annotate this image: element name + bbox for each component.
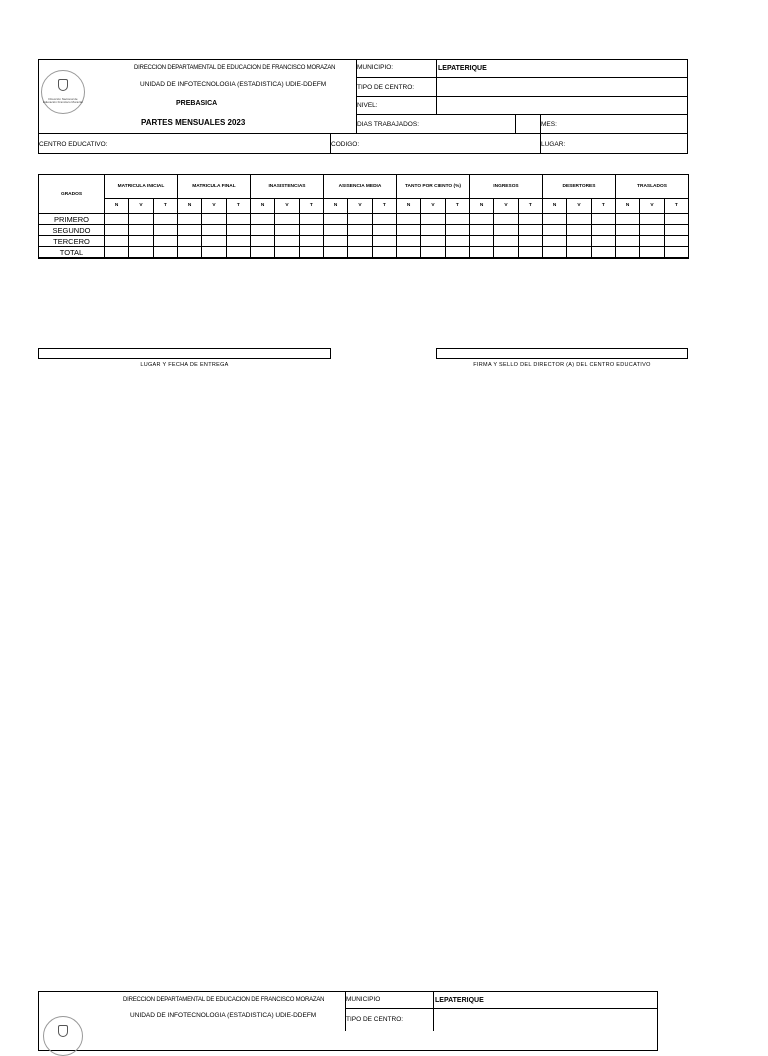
value-divider-2 <box>433 991 434 1031</box>
table-cell[interactable] <box>323 214 347 225</box>
grade-label: TERCERO <box>39 236 105 247</box>
table-cell[interactable] <box>640 225 664 236</box>
table-cell[interactable] <box>542 247 566 259</box>
table-cell[interactable] <box>202 225 226 236</box>
table-cell[interactable] <box>348 236 372 247</box>
sub-header: N <box>469 198 493 213</box>
table-cell[interactable] <box>542 214 566 225</box>
table-cell[interactable] <box>567 247 591 259</box>
table-cell[interactable] <box>348 214 372 225</box>
municipio-label: MUNICIPIO: <box>357 64 394 71</box>
table-cell[interactable] <box>105 247 129 259</box>
table-cell[interactable] <box>664 225 688 236</box>
stats-table <box>38 174 689 259</box>
grade-label: SEGUNDO <box>39 225 105 236</box>
tipo-centro2-label: TIPO DE CENTRO: <box>346 1016 404 1023</box>
group-header: TRASLADOS <box>615 175 688 199</box>
table-cell[interactable] <box>445 214 469 225</box>
table-cell[interactable] <box>105 225 129 236</box>
lugar-label: LUGAR: <box>541 141 566 148</box>
group-header: INGRESOS <box>469 175 542 199</box>
table-cell[interactable] <box>178 225 202 236</box>
field-line <box>356 114 688 115</box>
table-cell[interactable] <box>469 225 493 236</box>
table-cell[interactable] <box>664 247 688 259</box>
sub-header: N <box>396 198 420 213</box>
sub-header: V <box>202 198 226 213</box>
field-line <box>356 96 688 97</box>
table-cell[interactable] <box>275 247 299 259</box>
group-header: INASISTENCIAS <box>250 175 323 199</box>
sub-header: N <box>323 198 347 213</box>
table-header-row <box>39 175 689 199</box>
table-cell[interactable] <box>615 247 639 259</box>
field-line-2 <box>345 1008 658 1009</box>
table-cell[interactable] <box>494 247 518 259</box>
table-cell[interactable] <box>469 214 493 225</box>
sub-header: T <box>299 198 323 213</box>
table-cell[interactable] <box>250 247 274 259</box>
delivery-date-caption: LUGAR Y FECHA DE ENTREGA <box>140 362 229 368</box>
table-cell[interactable] <box>396 247 420 259</box>
table-cell[interactable] <box>299 236 323 247</box>
dias-trabajados-label: DIAS TRABAJADOS: <box>357 121 420 128</box>
table-cell[interactable] <box>226 236 250 247</box>
seal-logo: Dirección Nacional de Educación Francisco Morazán <box>41 70 85 114</box>
sub-header: V <box>640 198 664 213</box>
table-cell[interactable] <box>640 214 664 225</box>
table-subheader-row <box>39 198 689 213</box>
table-cell[interactable] <box>542 236 566 247</box>
sub-header: V <box>567 198 591 213</box>
sub-header: T <box>372 198 396 213</box>
table-cell[interactable] <box>591 236 615 247</box>
sub-header: T <box>518 198 542 213</box>
table-cell[interactable] <box>372 247 396 259</box>
municipio2-value: LEPATERIQUE <box>435 997 484 1004</box>
table-cell[interactable] <box>226 225 250 236</box>
sub-header: V <box>421 198 445 213</box>
table-cell[interactable] <box>250 225 274 236</box>
sub-header: N <box>250 198 274 213</box>
sub-header: N <box>615 198 639 213</box>
sub-header: T <box>153 198 177 213</box>
table-cell[interactable] <box>105 236 129 247</box>
table-cell[interactable] <box>518 236 542 247</box>
table-cell[interactable] <box>421 214 445 225</box>
table-cell[interactable] <box>348 247 372 259</box>
table-cell[interactable] <box>591 247 615 259</box>
table-cell[interactable] <box>494 225 518 236</box>
table-cell[interactable] <box>640 247 664 259</box>
table-cell[interactable] <box>591 214 615 225</box>
municipio2-label: MUNICIPIO <box>346 996 381 1003</box>
tipo-centro-label: TIPO DE CENTRO: <box>357 84 415 91</box>
table-cell[interactable] <box>153 247 177 259</box>
header-line-2: UNIDAD DE INFOTECNOLOGIA (ESTADISTICA) UDIE-DDEFM <box>140 81 327 88</box>
table-cell[interactable] <box>129 225 153 236</box>
field-line <box>356 77 688 78</box>
table-cell[interactable] <box>323 247 347 259</box>
table-cell[interactable] <box>275 236 299 247</box>
table-cell[interactable] <box>445 225 469 236</box>
sub-header: N <box>178 198 202 213</box>
table-cell[interactable] <box>421 236 445 247</box>
sub-header: V <box>275 198 299 213</box>
table-cell[interactable] <box>226 247 250 259</box>
sub-header: N <box>105 198 129 213</box>
table-cell[interactable] <box>664 214 688 225</box>
table-cell[interactable] <box>372 236 396 247</box>
table-cell[interactable] <box>202 214 226 225</box>
table-cell[interactable] <box>299 214 323 225</box>
table-cell[interactable] <box>494 214 518 225</box>
group-header: DESERTORES <box>542 175 615 199</box>
sub-header: T <box>445 198 469 213</box>
table-cell[interactable] <box>518 214 542 225</box>
table-cell[interactable] <box>445 247 469 259</box>
table-cell[interactable] <box>250 236 274 247</box>
table-cell[interactable] <box>396 214 420 225</box>
sub-header: T <box>591 198 615 213</box>
table-cell[interactable] <box>591 225 615 236</box>
table-cell[interactable] <box>129 236 153 247</box>
table-row <box>39 225 689 236</box>
table-cell[interactable] <box>129 247 153 259</box>
table-row <box>39 214 689 225</box>
table-cell[interactable] <box>664 236 688 247</box>
municipio-value: LEPATERIQUE <box>438 65 487 72</box>
sub-header: T <box>226 198 250 213</box>
sub-header: N <box>542 198 566 213</box>
table-cell[interactable] <box>542 225 566 236</box>
group-header: TANTO POR CIENTO (%) <box>396 175 469 199</box>
table-cell[interactable] <box>178 247 202 259</box>
table-cell[interactable] <box>615 236 639 247</box>
table-cell[interactable] <box>275 225 299 236</box>
table-cell[interactable] <box>299 225 323 236</box>
mes-label: MES: <box>541 121 557 128</box>
table-cell[interactable] <box>469 236 493 247</box>
table-cell[interactable] <box>494 236 518 247</box>
director-signature-field[interactable] <box>436 348 688 359</box>
table-cell[interactable] <box>567 236 591 247</box>
table-cell[interactable] <box>275 214 299 225</box>
delivery-date-field[interactable] <box>38 348 331 359</box>
table-cell[interactable] <box>202 247 226 259</box>
table-cell[interactable] <box>323 225 347 236</box>
table-row <box>39 247 689 259</box>
table-cell[interactable] <box>178 236 202 247</box>
grados-header: GRADOS <box>39 175 105 214</box>
group-header: MATRICULA FINAL <box>178 175 251 199</box>
page-title: PARTES MENSUALES 2023 <box>141 118 246 127</box>
sub-header: T <box>664 198 688 213</box>
table-cell[interactable] <box>153 214 177 225</box>
codigo-label: CODIGO: <box>331 141 360 148</box>
group-header: ASISENCIA MEDIA <box>323 175 396 199</box>
header-line-3: PREBASICA <box>176 100 218 107</box>
table-cell[interactable] <box>129 214 153 225</box>
centro-educativo-label: CENTRO EDUCATIVO: <box>39 141 108 148</box>
table-cell[interactable] <box>226 214 250 225</box>
seal-logo-2 <box>43 1016 83 1056</box>
table-cell[interactable] <box>469 247 493 259</box>
director-signature-caption: FIRMA Y SELLO DEL DIRECTOR (A) DEL CENTRO EDUCATIVO <box>473 362 651 368</box>
table-cell[interactable] <box>372 225 396 236</box>
table-cell[interactable] <box>323 236 347 247</box>
value-divider <box>436 59 437 115</box>
table-cell[interactable] <box>567 225 591 236</box>
sub-header: V <box>129 198 153 213</box>
table-cell[interactable] <box>299 247 323 259</box>
table-cell[interactable] <box>396 225 420 236</box>
sub-header: V <box>348 198 372 213</box>
field-line <box>515 114 516 134</box>
table-cell[interactable] <box>421 225 445 236</box>
table-row <box>39 236 689 247</box>
table-cell[interactable] <box>396 236 420 247</box>
header-line-1: DIRECCION DEPARTAMENTAL DE EDUCACION DE FRANCISCO MORAZAN <box>134 65 336 71</box>
table-cell[interactable] <box>105 214 129 225</box>
header-row-divider <box>38 133 688 134</box>
table-cell[interactable] <box>153 225 177 236</box>
sub-header: V <box>494 198 518 213</box>
table-cell[interactable] <box>250 214 274 225</box>
table-cell[interactable] <box>421 247 445 259</box>
table-cell[interactable] <box>567 214 591 225</box>
grade-label: TOTAL <box>39 247 105 259</box>
table-cell[interactable] <box>640 236 664 247</box>
table-cell[interactable] <box>445 236 469 247</box>
table-cell[interactable] <box>178 214 202 225</box>
header2-line-2: UNIDAD DE INFOTECNOLOGIA (ESTADISTICA) UDIE-DDEFM <box>130 1012 317 1019</box>
nivel-label: NIVEL: <box>357 102 378 109</box>
table-cell[interactable] <box>518 225 542 236</box>
table-cell[interactable] <box>518 247 542 259</box>
table-cell[interactable] <box>615 214 639 225</box>
table-cell[interactable] <box>348 225 372 236</box>
table-cell[interactable] <box>615 225 639 236</box>
grade-label: PRIMERO <box>39 214 105 225</box>
header2-line-1: DIRECCION DEPARTAMENTAL DE EDUCACION DE FRANCISCO MORAZAN <box>123 997 325 1003</box>
table-cell[interactable] <box>372 214 396 225</box>
group-header: MATRICULA INICIAL <box>105 175 178 199</box>
table-cell[interactable] <box>153 236 177 247</box>
table-cell[interactable] <box>202 236 226 247</box>
